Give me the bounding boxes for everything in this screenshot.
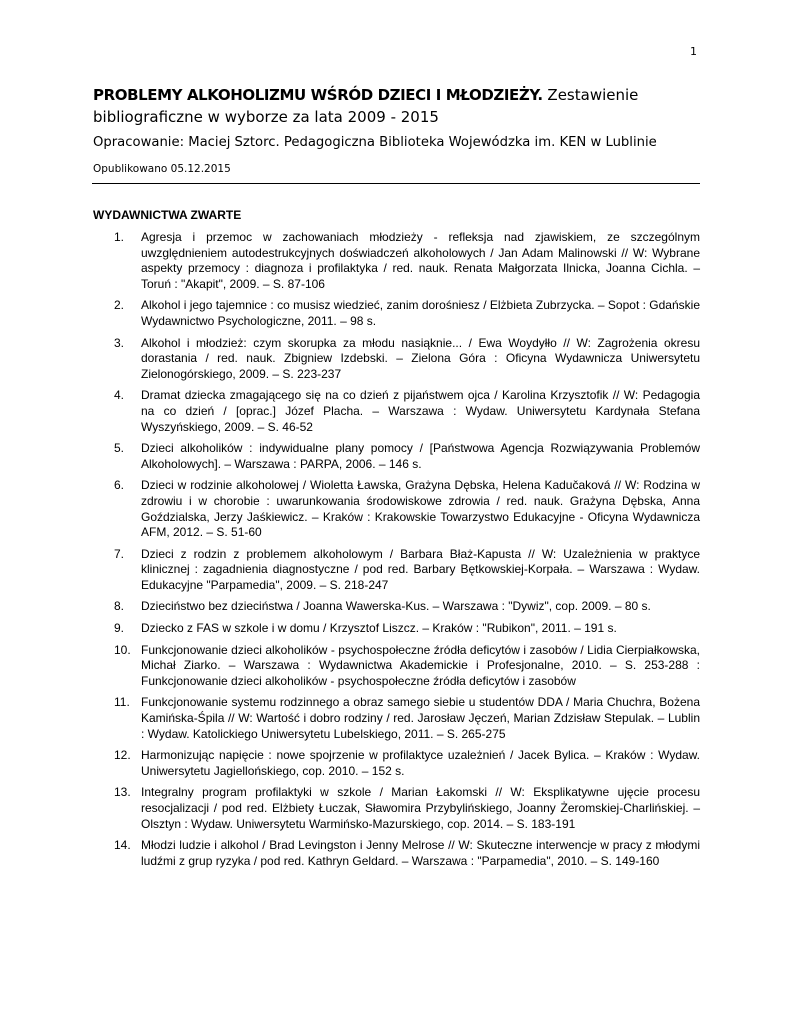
entry-number: 10. xyxy=(114,642,131,657)
title-subtitle: Zestawienie bibliograficzne w wyborze za lata 2009 - 2015 xyxy=(93,86,639,126)
bibliography-entry xyxy=(0,621,791,637)
entry-number: 13. xyxy=(114,785,131,800)
entry-number: 3. xyxy=(114,335,125,350)
bibliography-entry xyxy=(0,695,791,742)
section-heading: WYDAWNICTWA ZWARTE xyxy=(93,208,242,222)
entry-number: 14. xyxy=(114,838,131,853)
entry-text: Dzieci w rodzinie alkoholowej / Wioletta Ławska, Grażyna Dębska, Helena Kadučaková // W: Rodzina w zdrowiu i w chorobie : uwarunkowania środowiskowe zdrowia / red. nauk. Grażyna Dębska, Anna Goździalska, Jerzy Jaśkiewicz. – Kraków : Krakowskie Towarzystwo Edukacyjne - Oficyna Wydawnicza AFM, 2012. – S. 51-60 xyxy=(141,478,700,540)
horizontal-rule xyxy=(92,183,700,184)
entry-number: 8. xyxy=(114,599,125,614)
document-title xyxy=(93,84,713,128)
bibliography-entry xyxy=(0,838,791,869)
bibliography-entry xyxy=(0,298,791,329)
entry-text: Dzieci alkoholików : indywidualne plany pomocy / [Państwowa Agencja Rozwiązywania Problemów Alkoholowych]. – Warszawa : PARPA, 2006. – 146 s. xyxy=(141,441,700,471)
bibliography-entry xyxy=(0,748,791,779)
entry-text: Agresja i przemoc w zachowaniach młodzieży - refleksja nad zjawiskiem, ze szczególnym uwzględnieniem autodestrukcyjnych doświadczeń alkoholowych / Jan Adam Malinowski // W: Wybrane aspekty przemocy : diagnoza i profilaktyka / red. nauk. Renata Małgorzata Ilnicka, Joanna Cichla. – Toruń : "Akapit", 2009. – S. 87-106 xyxy=(141,230,700,291)
bibliography-entry xyxy=(0,547,791,594)
entry-number: 2. xyxy=(114,298,125,313)
entry-text: Integralny program profilaktyki w szkole / Marian Łakomski // W: Eksplikatywne ujęcie procesu resocjalizacji / pod red. Elżbiety Łuczak, Sławomira Przybylińskiego, Joanny Żeromskiej-Charlińskiej. – Olsztyn : Wydaw. Uniwersytetu Warmińsko-Mazurskiego, cop. 2014. – S. 183-191 xyxy=(141,785,700,831)
title-bold: PROBLEMY ALKOHOLIZMU WŚRÓD DZIECI I MŁODZIEŻY. xyxy=(93,86,543,104)
entry-text: Funkcjonowanie systemu rodzinnego a obraz samego siebie u studentów DDA / Maria Chuchra, Bożena Kamińska-Śpila // W: Wartość i dobro rodziny / red. Jarosław Jęczeń, Marian Zdzisław Stepulak. – Lublin : Wydaw. Katolickiego Uniwersytetu Lubelskiego, 2011. – S. 265-275 xyxy=(141,695,700,741)
entry-text: Funkcjonowanie dzieci alkoholików - psychospołeczne źródła deficytów i zasobów / Lidia Cierpiałkowska, Michał Ziarko. – Warszawa : Wydawnictwa Akademickie i Profesjonalne, 2010. – S. 253-288 : Funkcjonowanie dzieci alkoholików - psychospołeczne źródła deficytów i zasobów xyxy=(141,642,700,688)
entry-number: 1. xyxy=(114,230,125,244)
entry-text: Dziecko z FAS w szkole i w domu / Krzysztof Liszcz. – Kraków : "Rubikon", 2011. – 191 s. xyxy=(141,621,617,636)
entry-text: Alkohol i młodzież: czym skorupka za młodu nasiąknie... / Ewa Woydyłło // W: Zagrożenia okresu dorastania / red. nauk. Zbigniew Izdebski. – Zielona Góra : Oficyna Wydawnicza Uniwersytetu Zielonogórskiego, 2009. – S. 223-237 xyxy=(141,335,700,381)
entry-number: 9. xyxy=(114,621,125,636)
entry-text: Dramat dziecka zmagającego się na co dzień z pijaństwem ojca / Karolina Krzysztofik // W: Pedagogia na co dzień / [oprac.] Józef Placha. – Warszawa : Wydaw. Uniwersytetu Kardynała Stefana Wyszyńskiego, 2009. – S. 46-52 xyxy=(141,388,700,434)
bibliography-entry xyxy=(0,230,791,292)
entry-number: 11. xyxy=(114,695,130,710)
bibliography-entry xyxy=(0,441,791,472)
entry-text: Dzieciństwo bez dzieciństwa / Joanna Wawerska-Kus. – Warszawa : "Dywiz", cop. 2009. – 80 s. xyxy=(141,599,651,614)
bibliography-entry xyxy=(0,388,791,435)
entry-text: Młodzi ludzie i alkohol / Brad Levingston i Jenny Melrose // W: Skuteczne interwencje w pracy z młodymi ludźmi z grup ryzyka / pod red. Kathryn Geldard. – Warszawa : "Parpamedia", 2010. – S. 149-160 xyxy=(141,838,700,868)
entry-number: 6. xyxy=(114,478,125,493)
entry-text: Harmonizując napięcie : nowe spojrzenie w profilaktyce uzależnień / Jacek Bylica. – Kraków : Wydaw. Uniwersytetu Jagiellońskiego, cop. 2010. – 152 s. xyxy=(141,748,700,778)
author-line: Opracowanie: Maciej Sztorc. Pedagogiczna Biblioteka Wojewódzka im. KEN w Lublinie xyxy=(93,135,657,150)
bibliography-entry xyxy=(0,599,791,615)
entry-number: 7. xyxy=(114,546,125,561)
page-number: 1 xyxy=(690,45,697,58)
bibliography-entry xyxy=(0,785,791,832)
bibliography-entry xyxy=(0,643,791,690)
entry-number: 5. xyxy=(114,441,125,456)
bibliography-list xyxy=(0,230,791,875)
bibliography-entry xyxy=(0,336,791,383)
entry-text: Alkohol i jego tajemnice : co musisz wiedzieć, zanim dorośniesz / Elżbieta Zubrzycka. – Sopot : Gdańskie Wydawnictwo Psychologiczne, 2011. – 98 s. xyxy=(141,298,700,328)
bibliography-entry xyxy=(0,478,791,540)
entry-text: Dzieci z rodzin z problemem alkoholowym / Barbara Błaż-Kapusta // W: Uzależnienia w praktyce klinicznej : zagadnienia diagnostyczne / pod red. Barbary Bętkowskiej-Korpała. – Warszawa : Wydaw. Edukacyjne "Parpamedia", 2009. – S. 218-247 xyxy=(141,546,700,592)
entry-number: 12. xyxy=(114,748,131,763)
publication-date: Opublikowano 05.12.2015 xyxy=(93,163,231,175)
entry-number: 4. xyxy=(114,388,125,403)
